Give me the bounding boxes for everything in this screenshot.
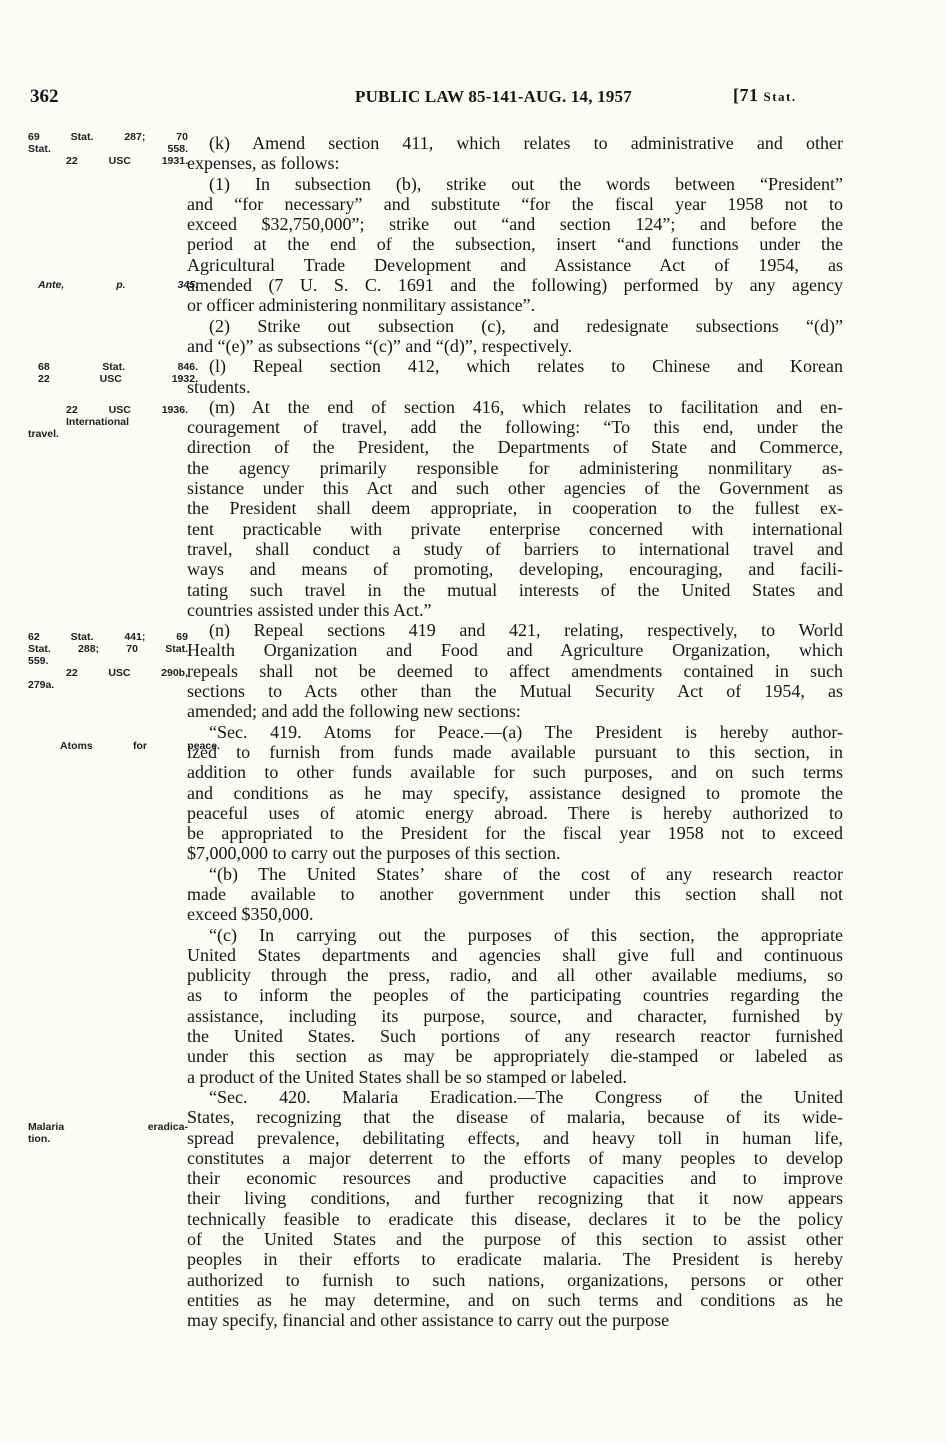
margin-note-line: 69 Stat. 287; 70 (28, 131, 188, 143)
text-line: (n) Repeal sections 419 and 421, relating, respectively, to World (209, 620, 843, 641)
page-number: 362 (30, 86, 59, 107)
text-line: tating such travel in the mutual interests of the United States and (187, 579, 843, 600)
text-line: peoples in their efforts to eradicate malaria. The President is hereby (187, 1249, 843, 1270)
text-line: may specify, financial and other assistance to carry out the purpose (187, 1310, 670, 1331)
text-line: be appropriated to the President for the fiscal year 1958 not to exceed (187, 823, 843, 844)
text-line: addition to other funds available for such purposes, and on such terms (187, 762, 843, 783)
text-line: travel, shall conduct a study of barriers to international travel and (187, 538, 843, 559)
statute-word: Stat. (763, 89, 797, 104)
text-line: couragement of travel, add the following: “To this end, under the (187, 417, 843, 438)
text-line: ized to furnish from funds made available pursuant to this section, in (187, 741, 843, 762)
margin-note (28, 131, 188, 167)
text-line: technically feasible to eradicate this disease, declares it to be the policy (187, 1208, 843, 1229)
text-line: the President shall deem appropriate, in cooperation to the fullest ex- (187, 498, 843, 519)
body-text (187, 133, 843, 1331)
text-line: $7,000,000 to carry out the purposes of this section. (187, 843, 561, 864)
text-line: made available to another government under this section shall not (187, 883, 843, 904)
text-line: the agency primarily responsible for administering nonmilitary as- (187, 457, 843, 478)
text-line: and “for necessary” and substitute “for the fiscal year 1958 not to (187, 193, 843, 214)
text-line: spread prevalence, debilitating effects, and heavy toll in human life, (187, 1127, 843, 1148)
text-line: their economic resources and productive capacities and to improve (187, 1168, 843, 1189)
text-line: peaceful uses of atomic energy abroad. There is hereby authorized to (187, 802, 843, 823)
text-line: a product of the United States shall be so stamped or labeled. (187, 1066, 627, 1087)
margin-note-line: Stat. 558. (28, 143, 188, 155)
text-line: tent practicable with private enterprise concerned with international (187, 518, 843, 539)
text-line: (k) Amend section 411, which relates to administrative and other (209, 133, 843, 153)
margin-note-line: International (66, 416, 130, 428)
text-line: “Sec. 420. Malaria Eradication.—The Congress of the United (209, 1086, 843, 1107)
text-line: United States departments and agencies shall give full and continuous (187, 944, 843, 965)
text-line: of the United States and the purpose of this section to assist other (187, 1229, 843, 1250)
margin-note (28, 404, 188, 440)
margin-note-line: 22 USC 290b, (66, 667, 188, 679)
margin-note-line: Ante, p. 345. (38, 279, 198, 291)
statute-volume: [71 (733, 85, 759, 105)
text-line: repeals shall not be deemed to affect amendments contained in such (187, 660, 843, 681)
text-line: States, recognizing that the disease of malaria, because of its wide- (187, 1107, 843, 1128)
text-line: exceed $32,750,000”; strike out “and section 124”; and before the (187, 214, 843, 235)
text-line: “(b) The United States’ share of the cost of any research reactor (209, 863, 843, 884)
text-line: publicity through the press, radio, and all other available mediums, so (187, 965, 843, 986)
margin-note (38, 279, 198, 291)
text-line: Agricultural Trade Development and Assistance Act of 1954, as (187, 254, 843, 275)
margin-note-line: 22 USC 1932. (38, 373, 198, 385)
text-line: their living conditions, and further recognizing that it now appears (187, 1188, 843, 1209)
text-line: and “(e)” as subsections “(c)” and “(d)”, respectively. (187, 335, 573, 356)
text-line: assistance, including its purpose, source, and character, furnished by (187, 1005, 843, 1026)
margin-note-line: 62 Stat. 441; 69 (28, 631, 188, 643)
text-line: amended; and add the following new sections: (187, 701, 521, 722)
margin-note-line: Atoms for peace. (60, 740, 220, 752)
margin-note-line: travel. (28, 428, 59, 440)
margin-note (28, 1121, 188, 1145)
margin-note-line: 279a. (28, 679, 55, 691)
text-line: (1) In subsection (b), strike out the words between “President” (209, 173, 843, 194)
text-line: entities as he may determine, and on such terms and conditions as he (187, 1289, 843, 1310)
text-line: the United States. Such portions of any research reactor furnished (187, 1026, 843, 1047)
text-line: as to inform the peoples of the participating countries regarding the (187, 985, 843, 1006)
text-line: (m) At the end of section 416, which relates to facilitation and en- (209, 396, 843, 417)
running-head: PUBLIC LAW 85-141-AUG. 14, 1957 (355, 87, 632, 106)
text-line: ways and means of promoting, developing, encouraging, and facili- (187, 559, 843, 580)
statute-citation (733, 85, 797, 106)
text-line: direction of the President, the Departments of State and Commerce, (187, 437, 843, 458)
margin-note-line: tion. (28, 1133, 51, 1145)
text-line: (l) Repeal section 412, which relates to Chinese and Korean (209, 356, 843, 377)
text-line: students. (187, 376, 251, 397)
text-line: or officer administering nonmilitary assistance”. (187, 295, 536, 316)
text-line: sistance under this Act and such other agencies of the Government as (187, 478, 843, 499)
text-line: countries assisted under this Act.” (187, 599, 432, 620)
text-line: exceed $350,000. (187, 904, 314, 925)
text-line: Health Organization and Food and Agriculture Organization, which (187, 640, 843, 661)
text-line: amended (7 U. S. C. 1691 and the following) performed by any agency (187, 275, 843, 296)
text-line: “(c) In carrying out the purposes of this section, the appropriate (209, 924, 843, 945)
text-line: period at the end of the subsection, insert “and functions under the (187, 234, 843, 255)
text-line: authorized to furnish to such nations, organizations, persons or other (187, 1269, 843, 1290)
text-line: under this section as may be appropriately die-stamped or labeled as (187, 1046, 843, 1067)
text-line: sections to Acts other than the Mutual Security Act of 1954, as (187, 681, 843, 702)
text-line: expenses, as follows: (187, 153, 340, 174)
text-line: “Sec. 419. Atoms for Peace.—(a) The President is hereby author- (209, 721, 843, 742)
margin-note-line: 22 USC 1931. (66, 155, 188, 167)
margin-note-line: 559. (28, 655, 49, 667)
margin-note (28, 631, 188, 691)
margin-note-line: Malaria eradica- (28, 1121, 188, 1133)
margin-note-line: 68 Stat. 846. (38, 361, 198, 373)
margin-note-line: Stat. 288; 70 Stat. (28, 643, 188, 655)
text-line: (2) Strike out subsection (c), and redesignate subsections “(d)” (209, 315, 843, 336)
margin-note (38, 361, 198, 385)
text-line: constitutes a major deterrent to the efforts of many peoples to develop (187, 1147, 843, 1168)
margin-note-line: 22 USC 1936. (66, 404, 188, 416)
text-line: and conditions as he may specify, assistance designed to promote the (187, 782, 843, 803)
